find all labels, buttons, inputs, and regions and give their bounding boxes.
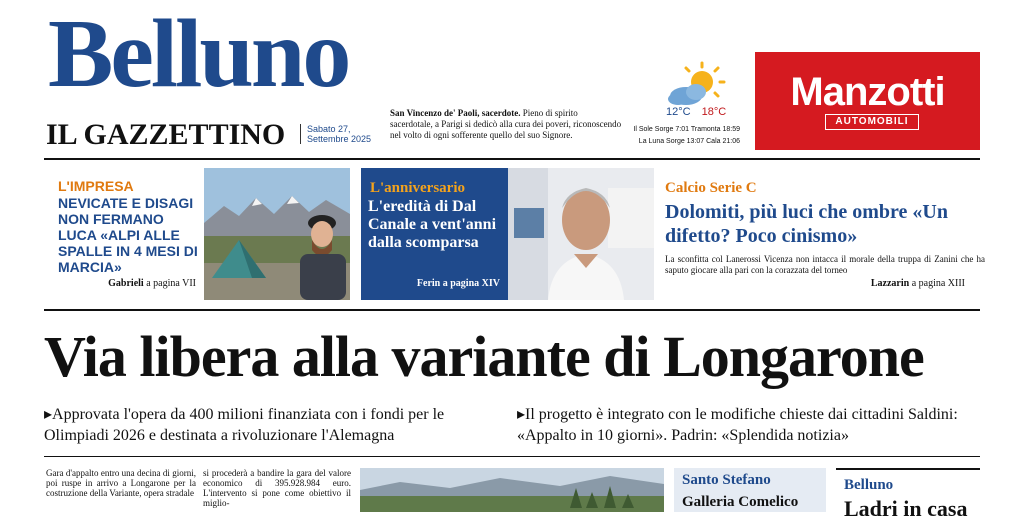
teaser1-page-ref [58,278,196,289]
teaser3-summary: La sconfitta col Lanerossi Vicenza non intacca il morale della truppa di Zanini che ha saputo giocare alla pari con la corazzata del torneo [665,254,985,275]
masthead-rule [44,158,980,160]
lead-headline[interactable]: Via libera alla variante di Longarone [44,324,924,389]
advertisement[interactable] [755,52,980,150]
ad-brand: Manzotti [790,70,945,114]
side1-kicker: Santo Stefano [682,472,771,488]
side-rule [836,468,980,470]
side1-headline[interactable]: Galleria Comelico [682,494,799,510]
masthead-title: Belluno [48,0,349,108]
article-column-1: Gara d'appalto entro una decina di giorni, poi ruspe in arrivo a Longarone per la costruzione della Variante, opera stradale [46,468,196,498]
landscape-photo [360,468,664,512]
side2-kicker: Belluno [844,477,894,493]
temp-max: 18°C [701,106,727,118]
teaser2-headline[interactable]: L'eredità di Dal Canale a vent'anni dalla scomparsa [368,198,497,251]
sun-moon-times [620,124,740,148]
temp-min: 12°C [666,106,691,118]
teaser1-kicker: L'IMPRESA [58,178,134,194]
teaser2-kicker: L'anniversario [370,180,466,196]
saint-of-the-day [390,108,622,141]
saint-name: San Vincenzo de' Paoli, sacerdote. [390,108,521,118]
teaser3-headline[interactable]: Dolomiti, più luci che ombre «Un difetto? Poco cinismo» [665,201,948,247]
issue-date-line1: Sabato 27, [307,124,351,134]
ad-subtitle: AUTOMOBILI [825,114,919,130]
temperatures [666,106,726,118]
teaser1-headline[interactable]: NEVICATE E DISAGI NON FERMANO LUCA «ALPI ALLE SPALLE IN 4 MESI DI MARCIA» [58,195,198,275]
teaser1-author: Gabrieli [108,278,144,289]
teasers-rule [44,309,980,311]
saint-text: Pieno di spirito sacerdotale, a Parigi si dedicò alla cura dei poveri, riconoscendo nel volto di ogni sofferente quello del suo Signore. [390,108,622,140]
sun-times: Il Sole Sorge 7:01 Tramonta 18:59 [633,126,740,133]
side2-headline[interactable]: Ladri in casa [844,496,968,521]
portrait-photo [508,168,654,300]
article-column-2: si procederà a bandire la gara del valore economico di 395.928.984 euro. L'intervento si pone come obiettivo il miglio- [203,468,351,508]
lead-rule [44,456,980,457]
teaser1-page: a pagina VII [143,278,196,289]
lead-subhead-left: ▸Approvata l'opera da 400 milioni finanziata con i fondi per le Olimpiadi 2026 e destinata a rivoluzionare l'Alemagna [44,406,445,444]
issue-date-line2: Settembre 2025 [307,134,372,144]
teaser2-page-ref [368,278,500,289]
newspaper-name: IL GAZZETTINO [46,118,286,151]
teaser3-kicker: Calcio Serie C [665,180,757,196]
hiker-tent-photo [204,168,350,300]
teaser3-author: Lazzarin [870,278,910,289]
moon-times: La Luna Sorge 13:07 Cala 21:06 [638,138,740,145]
teaser2-page: a pagina XIV [440,278,500,289]
issue-date [300,124,371,144]
teaser3-page: a pagina XIII [909,278,965,289]
lead-subhead-right: ▸Il progetto è integrato con le modifiche chieste dai cittadini Saldini: «Appalto in 10 giorni». Padrin: «Splendida notizia» [517,406,958,444]
teaser2-author: Ferin [416,278,441,289]
teaser3-page-ref [665,278,965,289]
